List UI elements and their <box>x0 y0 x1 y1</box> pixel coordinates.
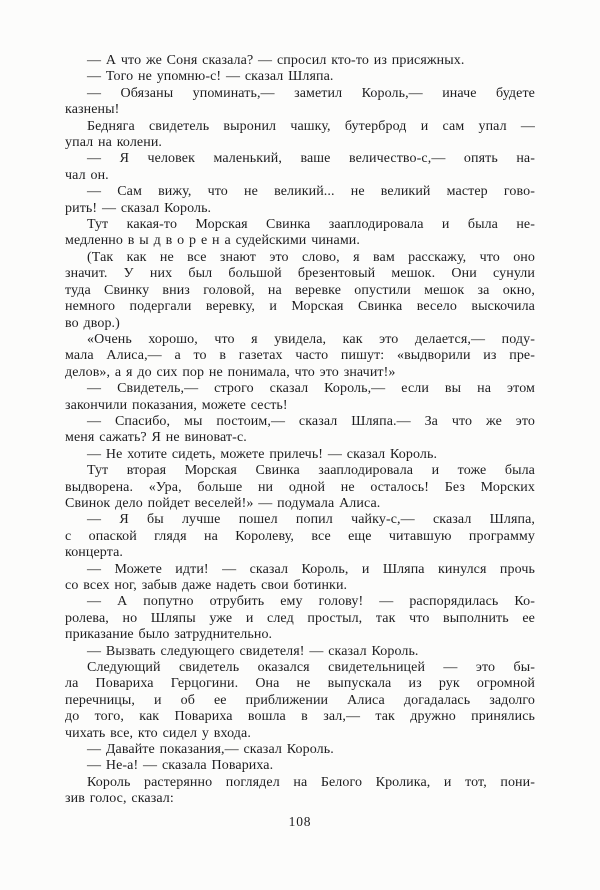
text-line: рить! — сказал Король. <box>65 200 212 216</box>
text-line: — Сам вижу, что не великий... не великий мастер гово- <box>87 184 535 200</box>
text-line: — Я человек маленький, ваше величество-с,— опять на- <box>87 151 535 167</box>
text-line: концерта. <box>65 545 124 561</box>
text-line: — Можете идти! — сказал Король, и Шляпа кинулся прочь <box>87 561 535 577</box>
text-line: — Давайте показания,— сказал Король. <box>87 742 334 758</box>
text-line: медленно в ы д в о р е н а судейскими чинами. <box>65 233 360 249</box>
text-line: приказание было затруднительно. <box>65 627 273 643</box>
text-line: туда Свинку вниз головой, на веревке опустили мешок за окно, <box>65 282 535 298</box>
text-line: Бедняга свидетель выронил чашку, бутерброд и сам упал — <box>87 118 535 134</box>
text-line: — Свидетель,— строго сказал Король,— если вы на этом <box>87 381 535 397</box>
text-line: — Я бы лучше пошел попил чайку-с,— сказал Шляпа, <box>87 512 535 528</box>
text-line: — Не-а! — сказала Повариха. <box>87 758 274 774</box>
text-line: Король растерянно поглядел на Белого Кролика, и тот, пони- <box>87 774 535 790</box>
text-line: — А попутно отрубить ему голову! — распорядилась Ко- <box>87 594 535 610</box>
text-line: ла Повариха Герцогини. Она не выпускала из рук огромной <box>65 676 535 692</box>
text-line: Тут какая-то Морская Свинка зааплодировала и была не- <box>87 217 535 233</box>
text-line: упал на колени. <box>65 135 163 151</box>
text-line: значит. У них был большой брезентовый мешок. Они сунули <box>65 266 535 282</box>
text-line: — Спасибо, мы постоим,— сказал Шляпа.— За что же это <box>87 413 535 429</box>
text-line: зив голос, сказал: <box>65 791 174 807</box>
text-line: — Вызвать следующего свидетеля! — сказал Король. <box>87 643 419 659</box>
text-line: «Очень хорошо, что я увидела, как это делается,— поду- <box>87 331 535 347</box>
text-line: мала Алиса,— а то в газетах часто пишут: «выдворили из пре- <box>65 348 535 364</box>
text-line: делов», а я до сих пор не понимала, что это значит!» <box>65 364 396 380</box>
text-line: немного подергали веревку, и Морская Свинка весело выскочила <box>65 299 535 315</box>
text-line: чихать все, кто сидел у входа. <box>65 725 251 741</box>
text-line: (Так как не все знают это слово, я вам расскажу, что оно <box>87 249 535 265</box>
text-line: меня сажать? Я не виноват-с. <box>65 430 247 446</box>
text-line: — Не хотите сидеть, можете прилечь! — сказал Король. <box>87 446 438 462</box>
text-block <box>65 53 535 808</box>
text-line: перечницы, и об ее приближении Алиса догадалась задолго <box>65 692 535 708</box>
text-line: чал он. <box>65 167 109 183</box>
text-line: — Обязаны упоминать,— заметил Король,— иначе будете <box>87 85 535 101</box>
text-line: выдворена. «Ура, больше ни одной не осталось! Без Морских <box>65 479 535 495</box>
text-line: во двор.) <box>65 315 120 331</box>
text-line: Следующий свидетель оказался свидетельницей — это бы- <box>87 660 535 676</box>
page-number: 108 <box>288 814 312 829</box>
text-line: с опаской глядя на Королеву, все еще читавшую программу <box>65 528 535 544</box>
text-line: — Того не упомню-с! — сказал Шляпа. <box>87 69 334 85</box>
text-line: казнены! <box>65 102 120 118</box>
text-line: ролева, но Шляпы уже и след простыл, так что выполнить ее <box>65 610 535 626</box>
text-line: закончили показания, можете сесть! <box>65 397 288 413</box>
text-line: до того, как Повариха вошла в зал,— так дружно принялись <box>65 709 535 725</box>
text-line: Свинок дело пойдет веселей!» — подумала Алиса. <box>65 495 381 511</box>
text-line: — А что же Соня сказала? — спросил кто-то из присяжных. <box>87 53 465 68</box>
text-line: Тут вторая Морская Свинка зааплодировала и тоже была <box>87 463 535 479</box>
text-line: со всех ног, забыв даже надеть свои ботинки. <box>65 578 348 593</box>
